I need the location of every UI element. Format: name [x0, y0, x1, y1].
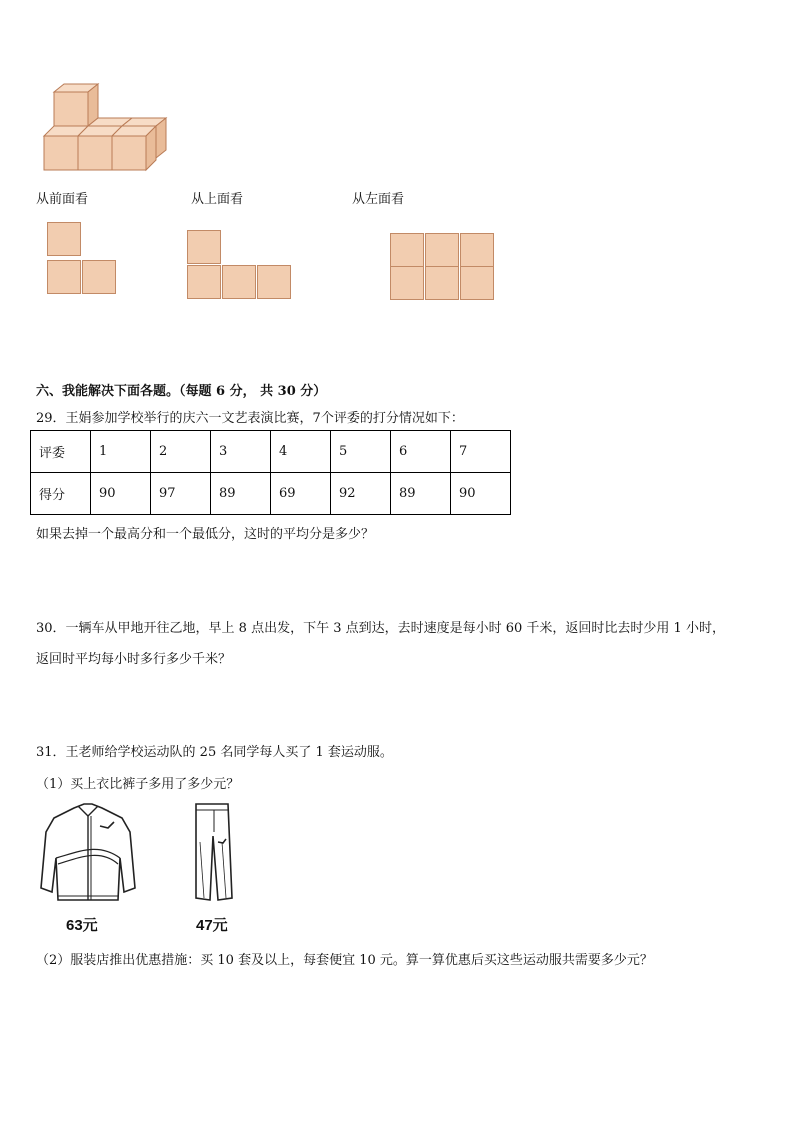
- square: [257, 265, 291, 299]
- square: [187, 265, 221, 299]
- pants-price: 47元: [196, 917, 228, 934]
- q31-sub2: （2）服装店推出优惠措施：买 10 套及以上，每套便宜 10 元。算一算优惠后买这些运动服共需要多少元？: [36, 953, 653, 968]
- score-cell: 97: [151, 473, 211, 515]
- square: [187, 230, 221, 264]
- square: [425, 266, 459, 300]
- q31-sub1: （1）买上衣比裤子多用了多少元？: [36, 777, 240, 792]
- table-row: [31, 473, 511, 515]
- row-label-score: 得分: [31, 473, 91, 515]
- judge-cell: 3: [211, 431, 271, 473]
- judge-cell: 2: [151, 431, 211, 473]
- score-cell: 92: [331, 473, 391, 515]
- judge-cell: 1: [91, 431, 151, 473]
- score-cell: 90: [91, 473, 151, 515]
- view-label-left: 从左面看: [352, 192, 405, 207]
- q29-stem: 29．王娟参加学校举行的庆六一文艺表演比赛，7个评委的打分情况如下：: [36, 411, 464, 426]
- judge-cell: 4: [271, 431, 331, 473]
- jacket-price: 63元: [66, 917, 98, 934]
- square: [390, 233, 424, 267]
- square: [425, 233, 459, 267]
- q30-line1: 30．一辆车从甲地开往乙地，早上 8 点出发，下午 3 点到达，去时速度是每小时 60 千米，返回时比去时少用 1 小时，: [36, 621, 725, 636]
- square: [460, 266, 494, 300]
- square: [222, 265, 256, 299]
- judge-cell: 5: [331, 431, 391, 473]
- q30-line2: 返回时平均每小时多行多少千米？: [36, 652, 232, 667]
- table-row: [31, 431, 511, 473]
- score-cell: 89: [211, 473, 271, 515]
- square: [390, 266, 424, 300]
- section-title: 六、我能解决下面各题。（每题 6 分， 共 30 分）: [36, 384, 327, 399]
- q29-question: 如果去掉一个最高分和一个最低分，这时的平均分是多少？: [36, 527, 375, 542]
- judge-cell: 6: [391, 431, 451, 473]
- cube-stack-figure: [40, 80, 175, 175]
- square: [82, 260, 116, 294]
- row-label-judge: 评委: [31, 431, 91, 473]
- pants-illustration: [190, 802, 236, 904]
- score-cell: 89: [391, 473, 451, 515]
- square: [47, 222, 81, 256]
- view-label-front: 从前面看: [36, 192, 89, 207]
- jacket-illustration: [38, 802, 138, 904]
- score-cell: 90: [451, 473, 511, 515]
- view-label-top: 从上面看: [191, 192, 244, 207]
- q31-stem: 31．王老师给学校运动队的 25 名同学每人买了 1 套运动服。: [36, 745, 393, 760]
- judge-cell: 7: [451, 431, 511, 473]
- score-table: [30, 430, 511, 515]
- square: [460, 233, 494, 267]
- score-cell: 69: [271, 473, 331, 515]
- square: [47, 260, 81, 294]
